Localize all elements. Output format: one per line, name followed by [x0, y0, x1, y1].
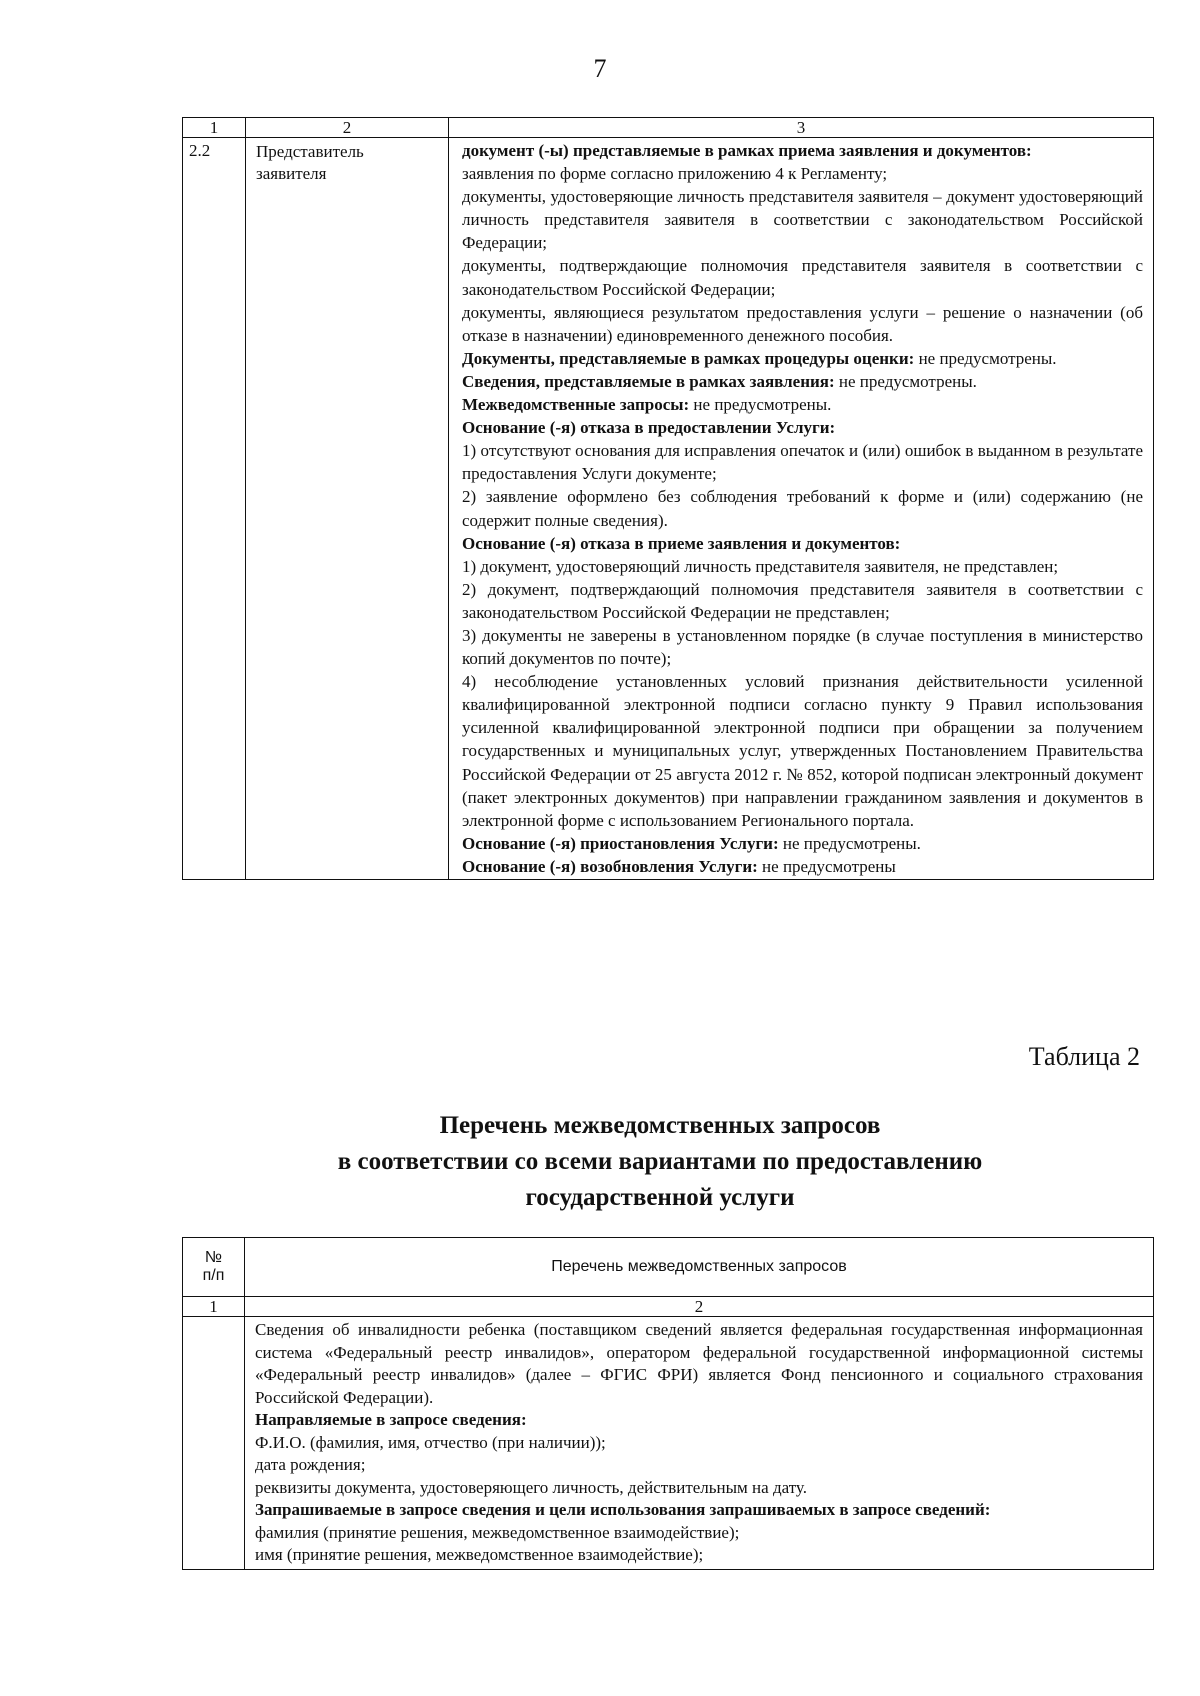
- paragraph: [255, 1544, 1143, 1567]
- paragraph: [462, 301, 1143, 347]
- paragraph: [462, 162, 1143, 185]
- paragraph-text: Ф.И.О. (фамилия, имя, отчество (при наличии));: [255, 1432, 606, 1452]
- paragraph-heading: Документы, представляемые в рамках процедуры оценки:: [462, 348, 915, 368]
- column-no-header: [183, 1238, 245, 1297]
- paragraph: [462, 555, 1143, 578]
- requirements-table: [182, 117, 1154, 880]
- paragraph-text: реквизиты документа, удостоверяющего личность, действительным на дату.: [255, 1477, 807, 1497]
- paragraph-text: не предусмотрены.: [834, 371, 977, 391]
- paragraph-text: не предусмотрены: [757, 856, 896, 876]
- paragraph: [462, 855, 1143, 878]
- paragraph-text: имя (принятие решения, межведомственное взаимодействие);: [255, 1545, 704, 1564]
- paragraph: [462, 578, 1143, 624]
- paragraph: [462, 670, 1143, 832]
- paragraph-heading: Направляемые в запросе сведения:: [255, 1410, 527, 1429]
- row-number: 2.2: [183, 138, 246, 880]
- paragraph-heading: Основание (-я) возобновления Услуги:: [462, 856, 758, 876]
- column-number-2: 2: [245, 1297, 1154, 1317]
- column-number-1: 1: [183, 1297, 245, 1317]
- title-line: государственной услуги: [525, 1184, 795, 1211]
- paragraph-heading: Межведомственные запросы:: [462, 395, 690, 415]
- paragraph-text: 4) несоблюдение установленных условий признания действительности усиленной квалифицированной электронной подписи согласно пункту 9 Правил использования усиленной квалифицированной электронной подписи при обращении за получением государственных и муниципальных услуг, утвержденных Постановлением Правительства Российской Федерации от 25 августа 2012 г. № 852, которой подписан электронный документ (пакет электронных документов) при направлении гражданином заявления и документов в электронной форме с использованием Регионального портала.: [462, 672, 1143, 830]
- page-number: 7: [593, 54, 607, 83]
- paragraph-text: 1) отсутствуют основания для исправления опечаток и (или) ошибок в выданном в результате предоставления Услуги документе;: [462, 441, 1143, 484]
- paragraph-heading: документ (-ы) представляемые в рамках приема заявления и документов:: [462, 141, 1032, 160]
- paragraph-text: дата рождения;: [255, 1455, 366, 1474]
- paragraph-text: не предусмотрены.: [914, 348, 1057, 368]
- table-head-row: [183, 1238, 1154, 1297]
- paragraph-text: 2) документ, подтверждающий полномочия представителя заявителя в соответствии с законодательством Российской Федерации не представлен;: [462, 579, 1143, 622]
- paragraph-text: 2) заявление оформлено без соблюдения требований к форме и (или) содержанию (не содержит полные сведения).: [462, 487, 1143, 530]
- paragraph: [255, 1499, 1143, 1522]
- paragraph-text: не предусмотрены.: [689, 395, 832, 415]
- paragraph: [255, 1319, 1143, 1409]
- column-no-label: № п/п: [202, 1249, 225, 1284]
- paragraph: [462, 532, 1143, 555]
- paragraph-text: документы, удостоверяющие личность представителя заявителя – документ удостоверяющий личность представителя заявителя в соответствии с законодательством Российской Федерации;: [462, 187, 1143, 253]
- paragraph: [255, 1477, 1143, 1500]
- paragraph: [462, 370, 1143, 393]
- requirements-cell: [449, 138, 1154, 880]
- column-number-1: 1: [183, 118, 246, 138]
- paragraph-heading: Основание (-я) приостановления Услуги:: [462, 833, 779, 853]
- paragraph-text: фамилия (принятие решения, межведомственное взаимодействие);: [255, 1522, 740, 1542]
- interagency-requests-table: [182, 1237, 1154, 1570]
- table-header-row: [183, 1297, 1154, 1317]
- paragraph-text: 3) документы не заверены в установленном порядке (в случае поступления в министерство копий документов по почте);: [462, 625, 1143, 669]
- table-row: [183, 138, 1154, 880]
- paragraph: [462, 832, 1143, 855]
- paragraph-text: документы, подтверждающие полномочия представителя заявителя в соответствии с законодательством Российской Федерации;: [462, 256, 1143, 299]
- table-label: Таблица 2: [1028, 1042, 1140, 1071]
- applicant-category: Представитель заявителя: [246, 138, 449, 880]
- paragraph: [255, 1432, 1143, 1455]
- column-title-header: Перечень межведомственных запросов: [245, 1238, 1154, 1297]
- paragraph: [462, 416, 1143, 439]
- paragraph: [255, 1454, 1143, 1477]
- section-title: [0, 1108, 1200, 1216]
- table-row: [183, 1317, 1154, 1570]
- title-line: в соответствии со всеми вариантами по предоставлению: [337, 1148, 983, 1175]
- paragraph: [462, 254, 1143, 300]
- paragraph-heading: Основание (-я) отказа в предоставлении Услуги:: [462, 418, 836, 438]
- paragraph-text: Сведения об инвалидности ребенка (поставщиком сведений является федеральная государственная информационная система «Федеральный реестр инвалидов», оператором федеральной государственной информационной системы «Федеральный реестр инвалидов» (далее – ФГИС ФРИ) является Фонд пенсионного и социального страхования Российской Федерации).: [255, 1320, 1143, 1407]
- paragraph: [462, 439, 1143, 485]
- column-number-2: 2: [246, 118, 449, 138]
- paragraph-text: документы, являющиеся результатом предоставления услуги – решение о назначении (об отказе в назначении) единовременного денежного пособия.: [462, 302, 1143, 345]
- paragraph: [462, 347, 1143, 370]
- paragraph: [255, 1522, 1143, 1545]
- paragraph: [255, 1409, 1143, 1432]
- paragraph-heading: Сведения, представляемые в рамках заявления:: [462, 371, 835, 391]
- paragraph-text: заявления по форме согласно приложению 4 к Регламенту;: [462, 164, 888, 184]
- request-details-list: [255, 1319, 1143, 1567]
- title-line: Перечень межведомственных запросов: [439, 1112, 881, 1139]
- paragraph: [462, 624, 1143, 670]
- paragraph: [462, 393, 1143, 416]
- paragraph-heading: Запрашиваемые в запросе сведения и цели использования запрашиваемых в запросе сведений:: [255, 1500, 991, 1519]
- requirements-list: [462, 139, 1143, 878]
- paragraph: [462, 185, 1143, 254]
- paragraph-text: 1) документ, удостоверяющий личность представителя заявителя, не представлен;: [462, 556, 1059, 576]
- paragraph: [462, 139, 1143, 162]
- paragraph-text: не предусмотрены.: [778, 833, 921, 853]
- paragraph: [462, 485, 1143, 531]
- request-details-cell: [245, 1317, 1154, 1570]
- column-number-3: 3: [449, 118, 1154, 138]
- row-number-cell: [183, 1317, 245, 1570]
- table-header-row: [183, 118, 1154, 138]
- paragraph-heading: Основание (-я) отказа в приеме заявления и документов:: [462, 533, 901, 553]
